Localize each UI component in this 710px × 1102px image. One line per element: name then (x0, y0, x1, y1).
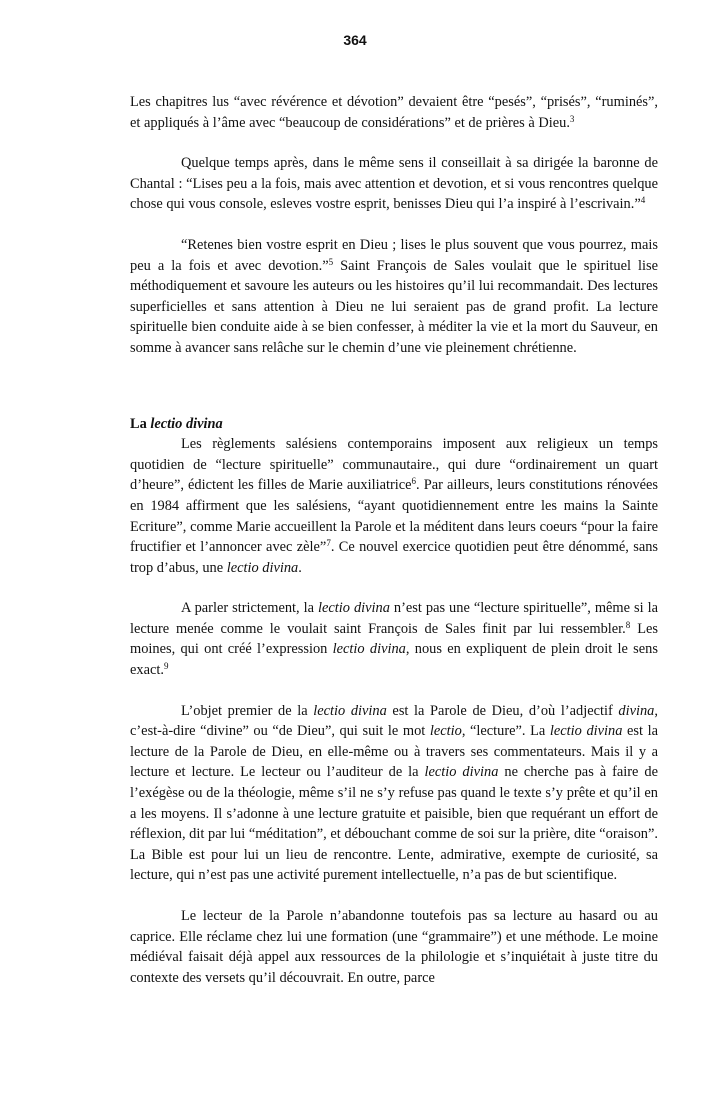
italic-term: lectio (429, 723, 462, 740)
text-run: Les règlements salésiens contemporains imposent aux religieux un temps quotidien de “lecture spirituelle” communautaire., qui dure “ordinairement un quart d’heure”, édictent les filles de Marie auxiliatrice (130, 436, 658, 494)
text-run: . (298, 559, 302, 576)
italic-term: lectio divina (313, 702, 387, 719)
italic-term: divina (618, 702, 655, 719)
text-run: Les chapitres lus “avec révérence et dévotion” devaient être “pesés”, “prisés”, “ruminés”, et appliqués à l’âme avec “beaucoup de considérations” et de prières à Dieu. (130, 94, 658, 131)
italic-term: lectio divina (318, 600, 390, 617)
italic-term: lectio divina (424, 764, 499, 781)
paragraph (130, 598, 658, 680)
section-heading-term: lectio divina (150, 415, 223, 432)
paragraph (130, 235, 658, 359)
text-run: est la lecture de la Parole de Dieu, en elle-même ou à travers ses commentateurs. Mais il y a lecture et lecture. Le lecteur ou l’auditeur de la (130, 723, 658, 781)
footnote-ref: 9 (163, 661, 169, 672)
text-run: Quelque temps après, dans le même sens il conseillait à sa dirigée la baronne de Chantal : “Lises peu a la fois, mais avec attention et devotion, et si vous rencontres quelque chose qui vous console, esleves vostre esprit, benisses Dieu qui l’a inspiré à l’escrivain.” (130, 155, 658, 213)
footnote-ref: 4 (640, 195, 646, 206)
text-run: . Par ailleurs, leurs constitutions rénovées en 1984 affirment que les salésiens, “ayant quotidiennement entre les mains la Sainte Ecriture”, comme Marie accueillent la Parole et la méditent dans leurs coeurs “pour la faire fructifier et l’annoncer avec zèle” (130, 477, 658, 556)
text-run: L’objet premier de la (181, 702, 314, 719)
text-run: , “lecture”. La (461, 723, 550, 740)
text-run: A parler strictement, la (181, 600, 319, 617)
footnote-ref: 6 (411, 476, 417, 487)
paragraph (130, 701, 658, 886)
text-run: “Retenes bien vostre esprit en Dieu ; lises le plus souvent que vous pourrez, mais peu a la fois et avec devotion.” (130, 236, 658, 274)
paragraph (130, 906, 658, 988)
text-run: Les moines, qui ont créé l’expression (130, 620, 658, 658)
text-run: . Ce nouvel exercice quotidien peut être dénommé, sans trop d’abus, une (130, 539, 659, 576)
text-run: , nous en expliquent de plein droit le sens exact. (130, 641, 658, 679)
body-text-top (130, 92, 658, 988)
footnote-ref: 8 (625, 619, 631, 630)
italic-term: lectio divina (332, 641, 406, 658)
section-heading (130, 414, 658, 435)
text-run: ne cherche pas à faire de l’exégèse ou de la théologie, même s’il ne s’y refuse pas quand le texte s’y prête et qu’il en a les moyens. Il s’adonne à une lecture gratuite et paisible, bien que requérant un effort de réflexion, dit par lui “méditation”, et débouchant comme de soi sur la prière, dite “oraison”. La Bible est pour lui un lieu de rencontre. Lente, admirative, exempte de curiosité, sa lecture, qui n’est pas une activité purement intellectuelle, n’a pas de but scientifique. (130, 764, 658, 884)
section-heading-article: La (130, 415, 151, 432)
text-run: est la Parole de Dieu, d’où l’adjectif (386, 702, 619, 719)
text-run: Le lecteur de la Parole n’abandonne toutefois pas sa lecture au hasard ou au caprice. Elle réclame chez lui une formation (une “grammaire”) et une méthode. Le moine médiéval faisait déjà appel aux ressources de la philologie et s’inquiétait à juste titre du contexte des versets qu’il découvrait. En outre, parce (130, 908, 658, 986)
italic-term: lectio divina (549, 723, 623, 740)
footnote-ref: 5 (328, 256, 334, 267)
page-number: 364 (343, 32, 367, 48)
footnote-ref: 7 (326, 538, 331, 549)
text-run: , c’est-à-dire “divine” ou “de Dieu”, qui suit le mot (130, 702, 658, 740)
paragraph (130, 434, 658, 578)
footnote-ref: 3 (569, 113, 575, 124)
text-run: n’est pas une “lecture spirituelle”, même si la lecture menée comme le voulait saint François de Sales finit par lui ressembler. (130, 600, 658, 637)
italic-term: lectio divina (226, 559, 299, 576)
text-run: Saint François de Sales voulait que le spirituel lise méthodiquement et savoure les auteurs ou les histoires qu’il lui recommandait. Des lectures superficielles et sans attention à Dieu ne lui seraient pas de grand profit. La lecture spirituelle bien conduite aide à se bien confesser, à méditer la vie et la mort du Sauveur, en somme à avancer sans relâche sur le chemin d’une vie pleinement chrétienne. (130, 257, 659, 356)
paragraph (130, 153, 658, 215)
paragraph (130, 92, 658, 133)
